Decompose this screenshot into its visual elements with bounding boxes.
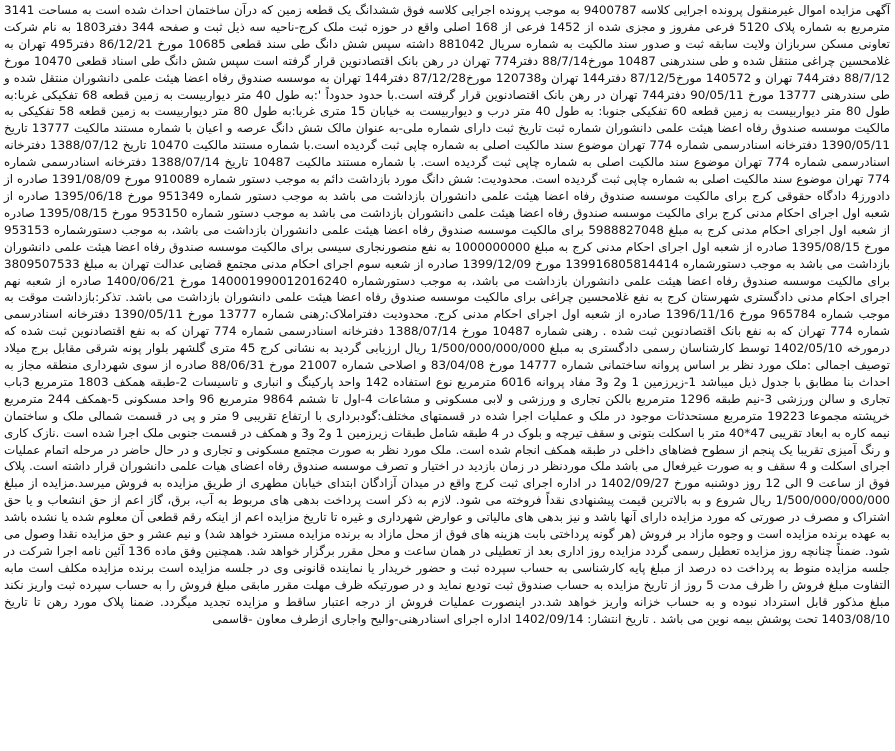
notice-body-text: آگهی مزایده اموال غیرمنقول پرونده اجرایی کلاسه 9400787 به موجب پرونده اجرایی کلاسه فوق ششدانگ یک قطعه زمین که درآن ساختمان احداث شده است به مساحت 3141 مترمربع به شماره پلاک 5120 فرعی مفروز و مجزی شده از 1452 فرعی از 168 اصلی واقع در حوزه ثبت ملک کرج-ناحیه سه ذیل ثبت و صفحه 344 دفتر1803 به نام شرکت تعاونی مسکن سربازان ولایت سابقه ثبت و صدور سند مالکیت به شماره سریال 881042 داشته سپس شش دانگ طی سند قطعی 10685 مورخ 86/12/21 دفتر495 تهران به غلامحسین چراغی منتقل شده و طی سندرهنی 10487 مورخ88/7/14 دفتر774 تهران در رهن بانک اقتصادنوین قرار گرفته است سپس شش دانگ طی اسناد قطعی 10470 مورخ 88/7/12 دفتر744 تهران و 140572 مورخ87/12/5 دفتر144 تهران و120738 مورخ87/12/28 دفتر144 تهران به موسسه صندوق رفاه اعضا هیئت علمی دانشوران منتقل شده و طی سندرهنی 13777 مورخ 90/05/11 دفتر744 تهران در رهن بانک اقتصادنوین قرار گرفته است.با حدود حدوداً ':به طول 40 متر دیواربیست به زمین قطعه 68 تفکیکی غربا:به طول 80 متر دیواربیست به زمین قطعه 60 تفکیکی جنوبا: به طول 40 متر درب و دیواربیست به خیابان 15 متری غربا:به طول 80 متر دیواربیست به زمین قطعه 58 تفکیکی به مالکیت موسسه صندوق رفاه اعضا هیئت علمی دانشوران شماره ثبت تاریخ ثبت دارای شماره ملی-به عنوان مالک شش دانگ عرصه و اعیان با شماره مستند مالکیت 13777 تاریخ 1390/05/11 دفترخانه اسنادرسمی شماره 774 تهران موضوع سند مالکیت اصلی به شماره چاپی ثبت گردیده است.با شماره مستند مالکیت 10470 تاریخ 1388/07/12 دفترخانه اسنادرسمی شماره 774 تهران موضوع سند مالکیت اصلی به شماره چاپی ثبت گردیده است. با شماره مستند مالکیت 10487 تاریخ 1388/07/14 دفترخانه اسنادرسمی شماره 774 تهران موضوع سند مالکیت اصلی به شماره چاپی ثبت گردیده است. محدودیت: شش دانگ مورد بازداشت دائم به موجب دستور شماره 910089 مورخ 1391/08/09 صادره از دادورز4 دادگاه حقوقی کرج برای مالکیت موسسه صندوق رفاه اعضا هیئت علمی دانشوران بازداشت می باشد به موجب دستور شماره 951349 مورخ 1395/06/18 صادره از شعبه اول اجرای احکام مدنی کرج برای مالکیت موسسه صندوق رفاه اعضا هیئت علمی دانشوران بازداشت می باشد به موجب دستور شماره 953150 مورخ 1395/08/15 صادره از شعبه اول اجرای احکام مدنی کرج به مبلغ 5988827048 برای مالکیت موسسه صندوق رفاه اعضا هیئت علمی دانشوران بازداشت می باشد، به موجب دستورشماره 953153 مورخ 1395/08/15 صادره از شعبه اول اجرای احکام مدنی کرج به مبلغ 1000000000 به نفع منصورنجاری سیسی برای مالکیت موسسه صندوق رفاه اعضا هیئت علمی دانشوران بازداشت می باشد به موجب دستورشماره 139916805814414 مورخ 1399/12/09 صادره از شعبه سوم اجرای احکام مدنی مجتمع قضایی عدالت تهران به مبلغ 3809507533 برای مالکیت موسسه صندوق رفاه اعضا هیئت علمی دانشوران بازداشت می باشد، به موجب دستورشماره 140001990012016240 مورخ 1400/06/21 صادره از شعبه نهم اجرای احکام مدنی دادگستری شهرستان کرج به نفع غلامحسین چراغی برای مالکیت موسسه صندوق رفاه اعضا هیئت علمی دانشوران بازداشت می باشد. تذکر:بازداشت موقت به موجب شماره 965784 مورخ 1396/11/16 صادره از شعبه اول اجرای احکام مدنی کرج. محدودیت دفتراملاک:رهنی شماره 13777 مورخ 1390/05/11 دفترخانه اسنادرسمی شماره 774 تهران که به نفع بانک اقتصادنوین ثبت شده . رهنی شماره 10487 مورخ 1388/07/14 دفترخانه اسنادرسمی شماره 774 تهران که به نفع اقتصادنوین ثبت شده که درمورخه 1402/05/10 توسط کارشناسان رسمی دادگستری به مبلغ 1/500/000/000/000 ریال ارزیابی گردید به نشانی کرج 45 متری گلشهر بلوار پونه شرقی مقابل برج میلاد توصیف اجمالی :ملک مورد نظر بر اساس پروانه ساختمانی شماره 14777 مورخ 83/04/08 و اصلاحی شماره 21007 مورخ 88/06/31 صادره از سوی شهرداری منطقه مجاز به احداث بنا مطابق با جدول ذیل میباشد 1-زیرزمین 1 و2 و3 مفاد پروانه 6016 مترمربع نوع استفاده 142 واحد پارکینگ و انباری و تاسیسات 2-طبقه همکف 1803 مترمربع 3باب تجاری و سالن ورزشی 3-نیم طبقه 1296 مترمربع بالکن تجاری و ورزشی و لابی مسکونی و مشاعات 4-اول تا ششم 9864 مترمربع 96 واحد مسکونی 5-همکف 244 مترمربع خرپشته مجموعا 19223 مترمربع مستحدثات موجود در ملک و عملیات اجرا شده در قسمتهای مختلف:گودبرداری با ارتفاع تقریبی 9 متر و پی در قسمت شمالی ملک و ساختمان نیمه کاره به ابعاد تقریبی 47*40 متر با اسکلت بتونی و سقف تیرچه و بلوک در 4 طبقه شامل طبقات زیرزمین 1 و2 و3 و همکف در قسمت جنوبی ملک اجرا شده است .نازک کاری و رنگ آمیزی تقریبا یک پنجم از سطوح فضاهای داخلی در طبقه همکف انجام شده است. ملک مورد نظر به صورت مجتمع مسکونی و تجاری و در حال حاضر در مرحله اتمام عملیات اجرای اسکلت و 4 سقف و به صورت غیرفعال می باشد ملک موردنظر در زمان بازدید در اختیار و تصرف موسسه صندوق رفاه اعضای هیات علمی دانشوران قرار داشته است. پلاک فوق از ساعت 9 الی 12 روز دوشنبه مورخ 1402/09/27 در اداره اجرای ثبت کرج واقع در میدان آزادگان ابتدای خیابان مطهری از طریق مزایده به فروش میرسد.مزایده از مبلغ 1/500/000/000/000 ریال شروع و به بالاترین قیمت پیشنهادی نقداً فروخته می شود. لازم به ذکر است پرداخت بدهی های مربوط به آب، برق، گاز اعم از حق انشعاب و یا حق اشتراک و مصرف در صورتی که مورد مزایده دارای آنها باشد و نیز بدهی های مالیاتی و عوارض شهرداری و غیره تا تاریخ مزایده اعم از اینکه رقم قطعی آن معلوم شده یا نشده باشد به عهده برنده مزایده است و وجوه مازاد بر فروش (هر گونه پرداختی بابت هزینه های فوق از محل مازاد به برنده مزایده مسترد خواهد شد) و نیم عشر و حق مزایده نقدا وصول می شود. ضمناً چنانچه روز مزایده تعطیل رسمی گردد مزایده روز اداری بعد از تعطیلی در همان ساعت و محل مقرر برگزار خواهد شد. همچنین وفق ماده 136 آئین نامه اجرا شرکت در جلسه مزایده منوط به پرداخت ده درصد از مبلغ پایه کارشناسی به حساب سپرده ثبت و حضور خریدار یا نماینده قانونی وی در جلسه مزایده است برنده مزایده مکلف است مابه التفاوت مبلغ فروش را ظرف مدت 5 روز از تاریخ مزایده به حساب صندوق ثبت تودیع نماید و در صورتیکه ظرف مهلت مقرر مابقی مبلغ فروش را به حساب سپرده ثبت واریز نکند مبلغ مذکور قابل استرداد نبوده و به حساب خزانه واریز خواهد شد.در اینصورت عملیات فروش از درجه اعتبار ساقط و مزایده تجدید میگردد. ضمنا پلاک مورد رهن تا تاریخ 1403/08/10 تحت پوشش بیمه نوین می باشد . تاریخ انتشار: 1402/09/14 اداره اجرای اسنادرهنی-والیح واجاری ازطرف معاون -قاسمی: [4, 3, 891, 626]
notice-article: [4, 2, 890, 748]
